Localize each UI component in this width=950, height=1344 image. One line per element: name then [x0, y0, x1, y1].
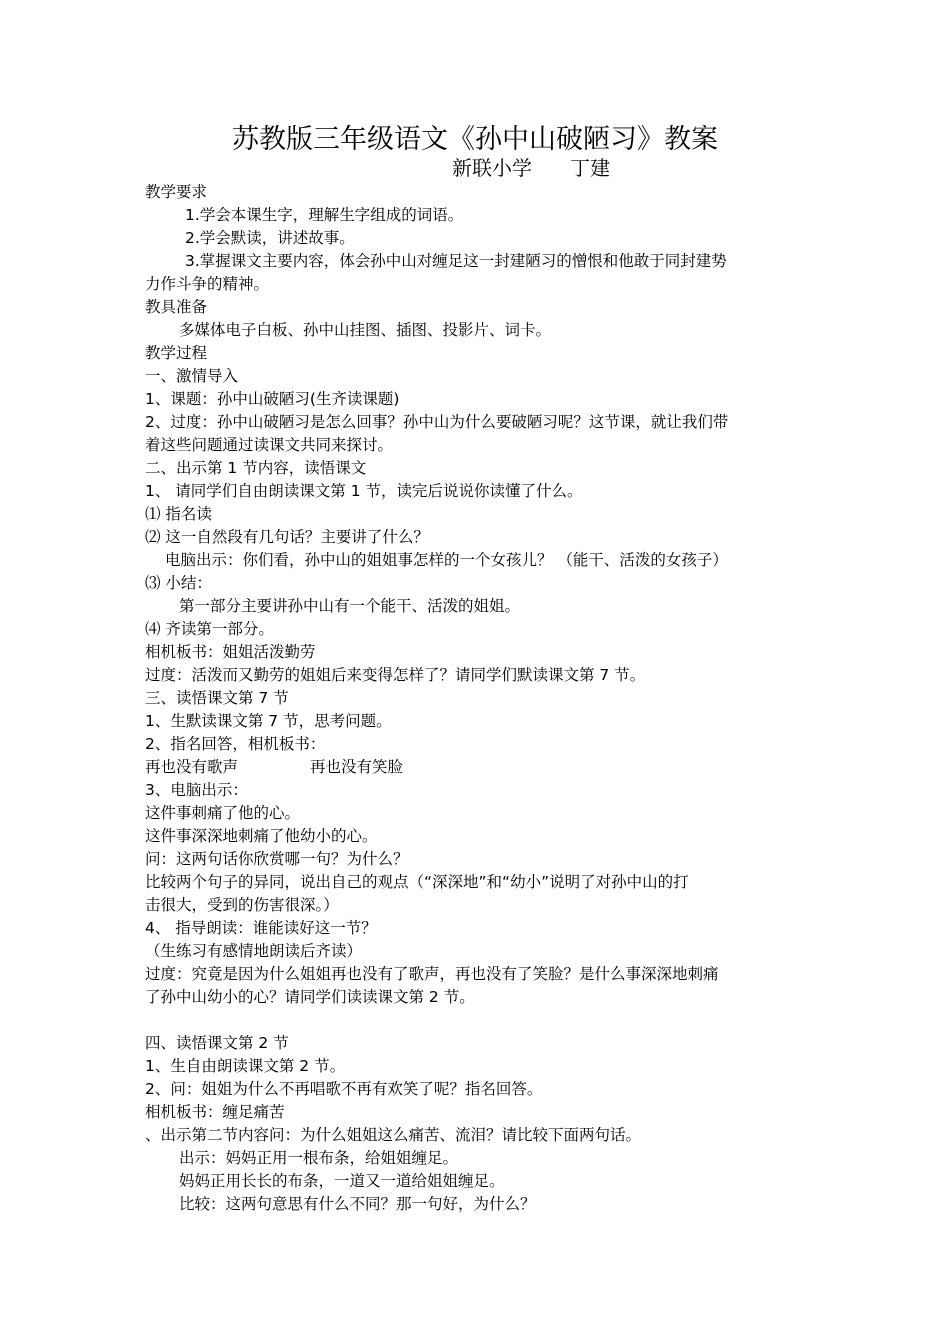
board-phrase: 再也没有笑脸 — [310, 758, 404, 776]
section-heading: 四、读悟课文第 2 节 — [145, 1034, 289, 1052]
board-phrase: 再也没有歌声 — [145, 758, 239, 776]
list-item: ⑴ 指名读 — [145, 505, 212, 523]
paragraph-line: （生练习有感情地朗读后齐读） — [145, 942, 363, 960]
author-line: 新联小学 丁建 — [452, 156, 611, 180]
paragraph-line: 1、 请同学们自由朗读课文第 1 节，读完后说说你读懂了什么。 — [145, 482, 583, 500]
section-heading: 二、出示第 1 节内容，读悟课文 — [145, 459, 367, 477]
paragraph-line: 1、生默读课文第 7 节，思考问题。 — [145, 712, 392, 730]
paragraph-line: 相机板书：姐姐活泼勤劳 — [145, 643, 316, 661]
list-item: ⑷ 齐读第一部分。 — [145, 620, 274, 638]
paragraph-line: 这件事刺痛了他的心。 — [145, 804, 301, 822]
board-writing-line — [145, 756, 815, 779]
paragraph-line: 电脑出示：你们看，孙中山的姐姐事怎样的一个女孩儿？ （能干、活泼的女孩子） — [165, 551, 728, 569]
paragraph-line: 4、 指导朗读：谁能读好这一节？ — [145, 919, 377, 937]
document-body — [145, 181, 815, 1216]
paragraph-line: 比较：这两句意思有什么不同？那一句好，为什么？ — [179, 1195, 536, 1213]
paragraph-line: 多媒体电子白板、孙中山挂图、插图、投影片、词卡。 — [179, 321, 552, 339]
paragraph-line: 2、问：姐姐为什么不再唱歌不再有欢笑了呢？指名回答。 — [145, 1080, 543, 1098]
paragraph-line: 力作斗争的精神。 — [145, 275, 270, 293]
list-item: 3.掌握课文主要内容，体会孙中山对缠足这一封建陋习的憎恨和他敢于同封建势 — [185, 252, 727, 270]
document-title: 苏教版三年级语文《孙中山破陋习》教案 — [232, 124, 718, 155]
paragraph-line: 、出示第二节内容问：为什么姐姐这么痛苦、流泪？请比较下面两句话。 — [145, 1126, 642, 1144]
list-item: ⑵ 这一自然段有几句话？主要讲了什么？ — [145, 528, 429, 546]
paragraph-line: 着这些问题通过读课文共同来探讨。 — [145, 436, 394, 454]
paragraph-line: 问：这两句话你欣赏哪一句？为什么？ — [145, 850, 409, 868]
list-item: 2.学会默读，讲述故事。 — [185, 229, 355, 247]
paragraph-line: 击很大，受到的伤害很深。） — [145, 896, 339, 914]
list-item: ⑶ 小结： — [145, 574, 212, 592]
paragraph-line: 2、过度：孙中山破陋习是怎么回事？孙中山为什么要破陋习呢？这节课，就让我们带 — [145, 413, 729, 431]
paragraph-line: 1、生自由朗读课文第 2 节。 — [145, 1057, 346, 1075]
paragraph-line: 3、电脑出示： — [145, 781, 248, 799]
paragraph-line: 过度：活泼而又勤劳的姐姐后来变得怎样了？请同学们默读课文第 7 节。 — [145, 666, 646, 684]
paragraph-line: 第一部分主要讲孙中山有一个能干、活泼的姐姐。 — [179, 597, 521, 615]
paragraph-line: 2、指名回答，相机板书： — [145, 735, 326, 753]
paragraph-line: 1、课题：孙中山破陋习(生齐读课题) — [145, 390, 400, 408]
section-heading: 三、读悟课文第 7 节 — [145, 689, 289, 707]
paragraph-line: 过度：究竟是因为什么姐姐再也没有了歌声，再也没有了笑脸？是什么事深深地刺痛 — [145, 965, 719, 983]
paragraph-line: 出示：妈妈正用一根布条，给姐姐缠足。 — [179, 1149, 459, 1167]
section-heading: 一、激情导入 — [145, 367, 239, 385]
paragraph-line: 比较两个句子的异同，说出自己的观点（“深深地”和“幼小”说明了对孙中山的打 — [145, 873, 689, 891]
section-heading: 教具准备 — [145, 298, 208, 316]
paragraph-line: 妈妈正用长长的布条，一道又一道给姐姐缠足。 — [179, 1172, 505, 1190]
section-heading: 教学过程 — [145, 344, 208, 362]
section-heading: 教学要求 — [145, 183, 208, 201]
blank-line — [145, 1009, 815, 1032]
paragraph-line: 了孙中山幼小的心？请同学们读读课文第 2 节。 — [145, 988, 475, 1006]
list-item: 1.学会本课生字，理解生字组成的词语。 — [185, 206, 464, 224]
paragraph-line: 这件事深深地刺痛了他幼小的心。 — [145, 827, 378, 845]
paragraph-line: 相机板书：缠足痛苦 — [145, 1103, 285, 1121]
